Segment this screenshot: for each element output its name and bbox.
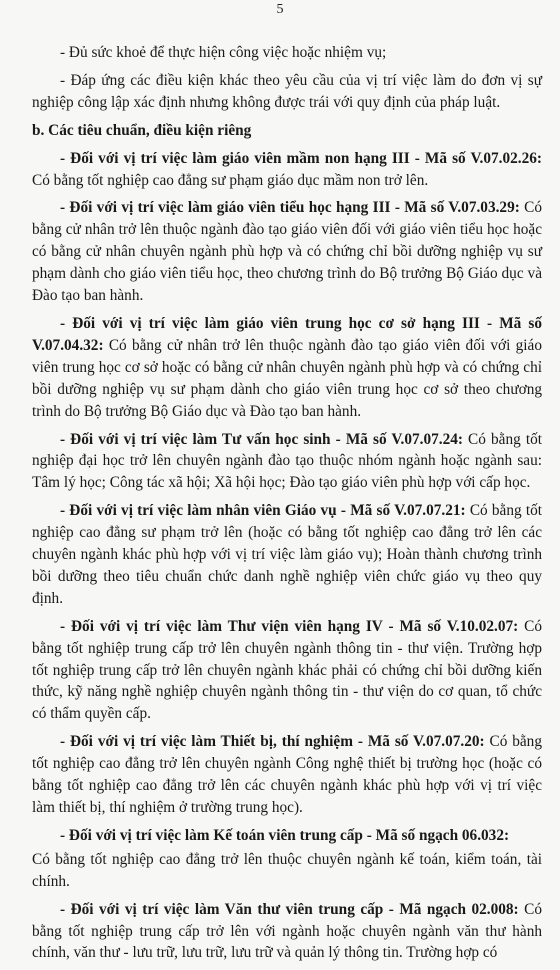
item-lead: - Đối với vị trí việc làm giáo viên mầm non hạng III - Mã số V.07.02.26: [60,149,542,167]
paragraph-health: - Đủ sức khoẻ để thực hiện công việc hoặc nhiệm vụ; [60,44,387,61]
item-van-thu [32,899,542,965]
item-lead: - Đối với vị trí việc làm Thiết bị, thí nghiệm - Mã số V.07.07.20: [60,733,485,751]
page-number: 5 [276,2,284,17]
item-text: Có bằng cử nhân trở lên thuộc ngành đào tạo giáo viên đối với giáo viên trung học cơ sở hoặc có bằng cử nhân chuyên ngành phù hợp và có chứng chỉ bồi dưỡng nghiệp vụ sư phạm dành cho giáo viên trung học cơ sở theo chương trình do Bộ trưởng Bộ Giáo dục và Đào tạo ban hành. [32,336,542,420]
item-text: Có bằng tốt nghiệp trung cấp trở lên với ngành hoặc chuyên ngành văn thư hành chính, văn thư - lưu trữ, lưu trữ, lưu trữ và quản lý thông tin. Trường hợp có [32,900,542,962]
item-thcs [32,313,542,423]
item-text: Có bằng tốt nghiệp cao đẳng sư phạm trở lên (hoặc có bằng tốt nghiệp cao đẳng trở lên các chuyên ngành khác phù hợp với vị trí việc làm giáo vụ); Hoàn thành chương trình bồi dưỡng theo tiêu chuẩn chức danh nghề nghiệp viên chức giáo vụ theo quy định. [32,502,542,607]
item-text: Có bằng tốt nghiệp cao đẳng trở lên chuyên ngành Công nghệ thiết bị trường học (hoặc có bằng tốt nghiệp cao đẳng trở lên các chuyên ngành khác phù hợp với vị trí việc làm thiết bị, thí nghiệm ở trường trung học). [32,733,542,816]
item-giao-vu [32,500,542,610]
item-text: Có bằng tốt nghiệp đại học trở lên chuyên ngành đào tạo thuộc nhóm ngành hoặc ngành sau: Tâm lý học; Công tác xã hội; Xã hội học; Đào tạo giáo viên phù hợp với cấp học. [32,430,542,492]
item-text: Có bằng tốt nghiệp trung cấp trở lên chuyên ngành thông tin - thư viện. Trường hợp tốt nghiệp trung cấp trở lên chuyên ngành khác phải có chứng chỉ bồi dưỡng kiến thức, kỹ năng nghề nghiệp chuyên ngành thông tin - thư viện do cơ quan, tổ chức có thẩm quyền cấp. [32,617,542,723]
item-mam-non [32,148,542,192]
item-lead: - Đối với vị trí việc làm Văn thư viên trung cấp - Mã ngạch 02.008: [60,900,519,918]
item-lead: - Đối với vị trí việc làm Tư vấn học sinh - Mã số V.07.07.24: [60,430,463,448]
item-text: Có bằng tốt nghiệp cao đẳng sư phạm giáo dục mầm non trở lên. [32,171,429,189]
document-body [32,42,542,970]
item-thiet-bi [32,731,542,819]
item-lead: - Đối với vị trí việc làm giáo viên tiểu học hạng III - Mã số V.07.03.29: [60,199,520,217]
item-lead: - Đối với vị trí việc làm nhân viên Giáo vụ - Mã số V.07.07.21: [60,502,466,520]
item-tieu-hoc [32,197,542,307]
item-ke-toan-lead [32,825,542,847]
item-lead: - Đối với vị trí việc làm Thư viện viên hạng IV - Mã số V.10.02.07: [60,617,519,635]
item-tu-van [32,429,542,495]
item-thu-vien [32,616,542,726]
item-ke-toan-text: Có bằng tốt nghiệp cao đẳng trở lên thuộc chuyên ngành kế toán, kiểm toán, tài chính. [32,850,542,890]
paragraph-other-conditions: - Đáp ứng các điều kiện khác theo yêu cầu của vị trí việc làm do đơn vị sự nghiệp công lập xác định nhưng không được trái với quy định của pháp luật. [32,71,542,111]
item-lead: - Đối với vị trí việc làm Kế toán viên trung cấp - Mã số ngạch 06.032: [60,826,510,844]
item-text: Có bằng cử nhân trở lên thuộc ngành đào tạo giáo viên đối với giáo viên tiểu học hoặc có bằng cử nhân chuyên ngành phù hợp và có chứng chỉ bồi dưỡng nghiệp vụ sư phạm dành cho giáo viên tiểu học, theo chương trình do Bộ trưởng Bộ Giáo dục và Đào tạo ban hành. [32,199,542,305]
section-heading-b: b. Các tiêu chuẩn, điều kiện riêng [32,121,252,139]
item-lead: - Đối với vị trí việc làm giáo viên trung học cơ sở hạng III - Mã số V.07.04.32: [32,314,542,354]
